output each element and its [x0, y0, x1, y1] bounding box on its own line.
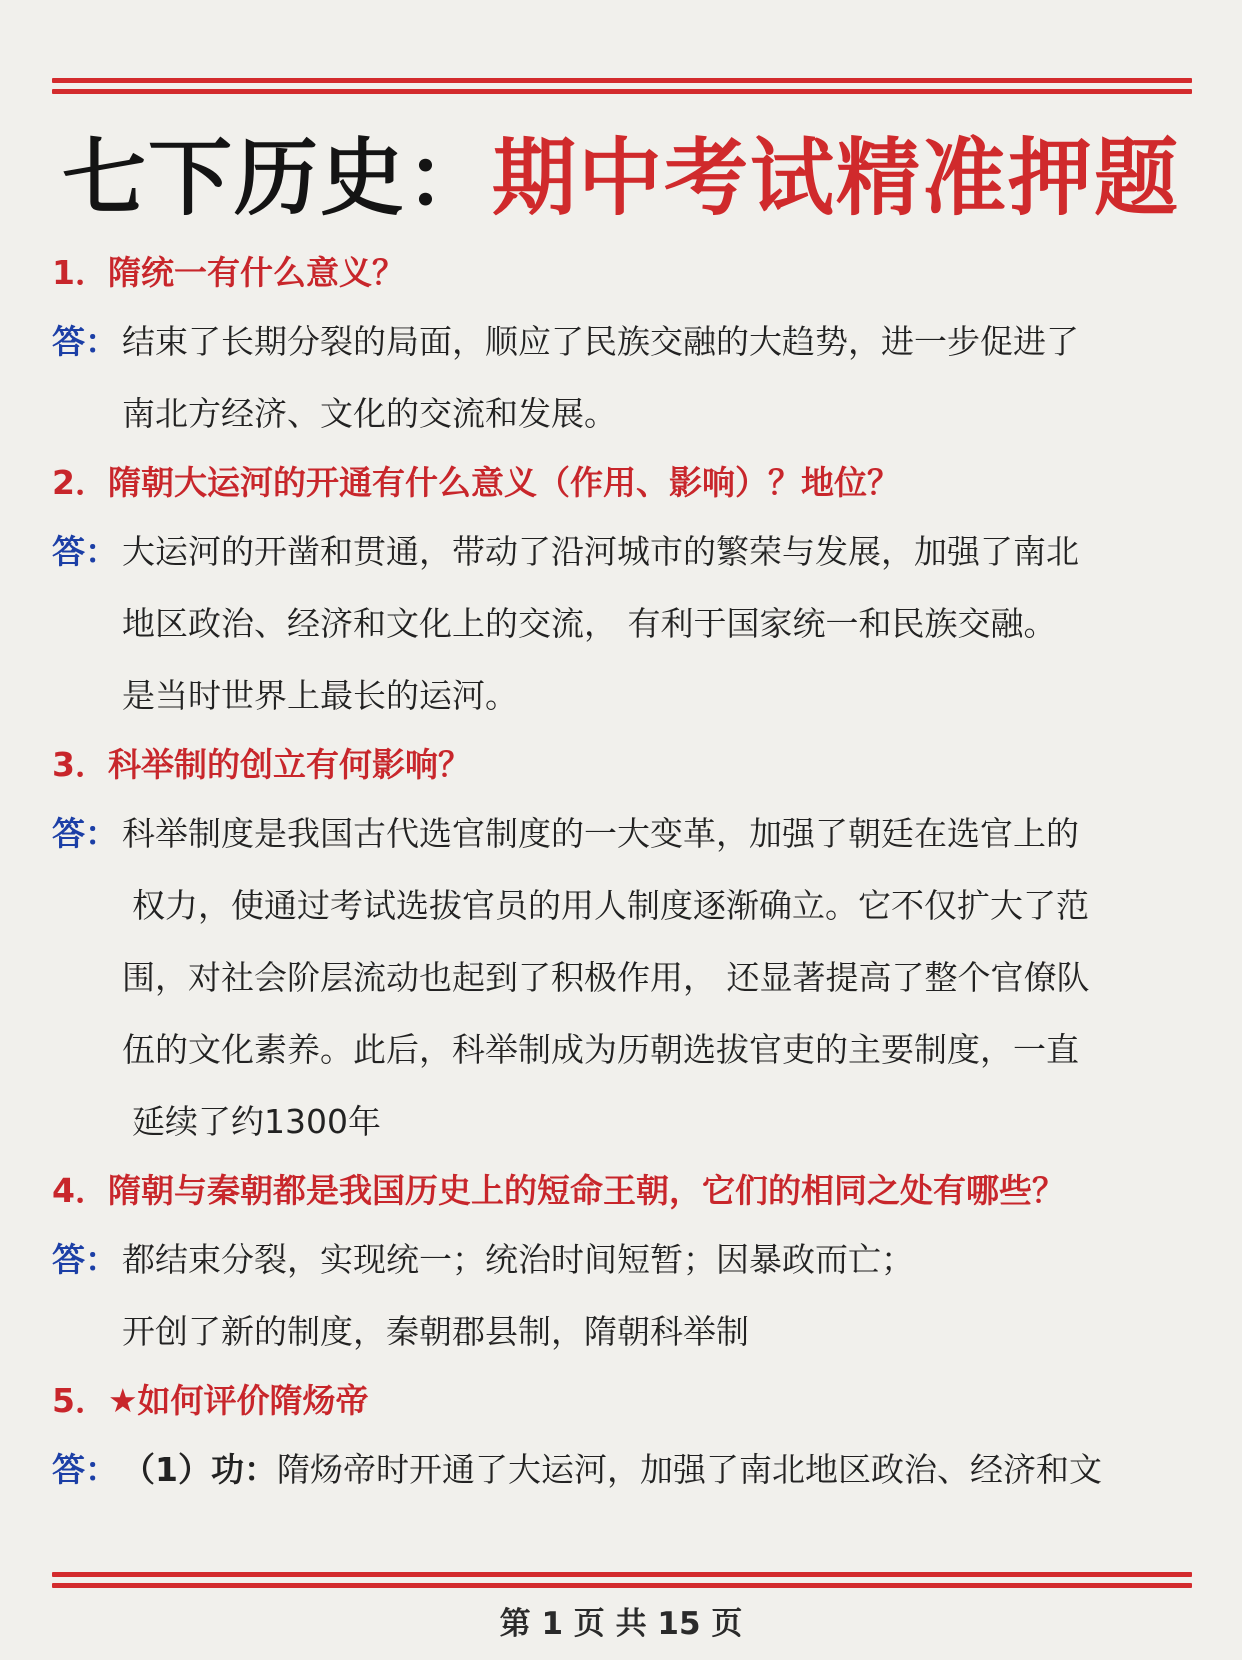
answer-line: 结束了长期分裂的局面，顺应了民族交融的大趋势，进一步促进了 [122, 322, 1079, 361]
answer-1 [52, 306, 1202, 450]
answer-line: 是当时世界上最长的运河。 [122, 676, 518, 715]
title-topic: 期中考试精准押题 [492, 129, 1181, 227]
answer-line: 权力，使通过考试选拔官员的用人制度逐渐确立。它不仅扩大了范 [132, 886, 1089, 925]
answer-4 [52, 1224, 1202, 1368]
answer-label: 答： [52, 532, 118, 571]
question-2: 2．隋朝大运河的开通有什么意义（作用、影响）？地位？ [52, 463, 900, 502]
answer-line: 伍的文化素养。此后，科举制成为历朝选拔官吏的主要制度，一直 [122, 1030, 1079, 1069]
answer-line: 开创了新的制度，秦朝郡县制，隋朝科举制 [122, 1312, 749, 1351]
question-4: 4．隋朝与秦朝都是我国历史上的短命王朝，它们的相同之处有哪些？ [52, 1171, 1065, 1210]
answer-line: 科举制度是我国古代选官制度的一大变革，加强了朝廷在选官上的 [122, 814, 1079, 853]
question-1: 1．隋统一有什么意义？ [52, 253, 405, 292]
bottom-rule-line [52, 1572, 1192, 1577]
answer-label: 答： [52, 322, 118, 361]
answer-line: 地区政治、经济和文化上的交流， 有利于国家统一和民族交融。 [122, 604, 1057, 643]
page-title [0, 128, 1242, 228]
top-rule-line [52, 78, 1192, 83]
answer-2 [52, 516, 1202, 732]
answer-body [122, 1224, 1202, 1368]
answer-lead: （1）功： [122, 1450, 277, 1489]
answer-label: 答： [52, 1240, 118, 1279]
answer-line: 都结束分裂，实现统一；统治时间短暂；因暴政而亡； [122, 1240, 914, 1279]
question-5: 5．★如何评价隋炀帝 [52, 1381, 369, 1420]
answer-line: 南北方经济、文化的交流和发展。 [122, 394, 617, 433]
answer-line-text: 隋炀帝时开通了大运河，加强了南北地区政治、经济和文 [276, 1450, 1102, 1489]
bottom-rule-line [52, 1583, 1192, 1588]
question-3: 3．科举制的创立有何影响？ [52, 745, 471, 784]
answer-5 [52, 1434, 1202, 1506]
answer-line: 延续了约1300年 [132, 1102, 381, 1141]
answer-line [122, 1434, 1202, 1506]
title-subject: 七下历史： [61, 129, 492, 227]
top-rule-line [52, 89, 1192, 94]
answer-body [122, 798, 1202, 1158]
answer-3 [52, 798, 1202, 1158]
answer-line: 围，对社会阶层流动也起到了积极作用， 还显著提高了整个官僚队 [122, 958, 1090, 997]
bottom-double-rule [52, 1572, 1192, 1590]
answer-line: 大运河的开凿和贯通，带动了沿河城市的繁荣与发展，加强了南北 [122, 532, 1079, 571]
answer-body [122, 1434, 1202, 1506]
answer-body [122, 306, 1202, 450]
answer-label: 答： [52, 1450, 118, 1489]
answer-body [122, 516, 1202, 732]
page-number: 第 1 页 共 15 页 [499, 1606, 743, 1642]
answer-label: 答： [52, 814, 118, 853]
qa-content [52, 240, 1202, 1506]
top-double-rule [52, 78, 1192, 96]
